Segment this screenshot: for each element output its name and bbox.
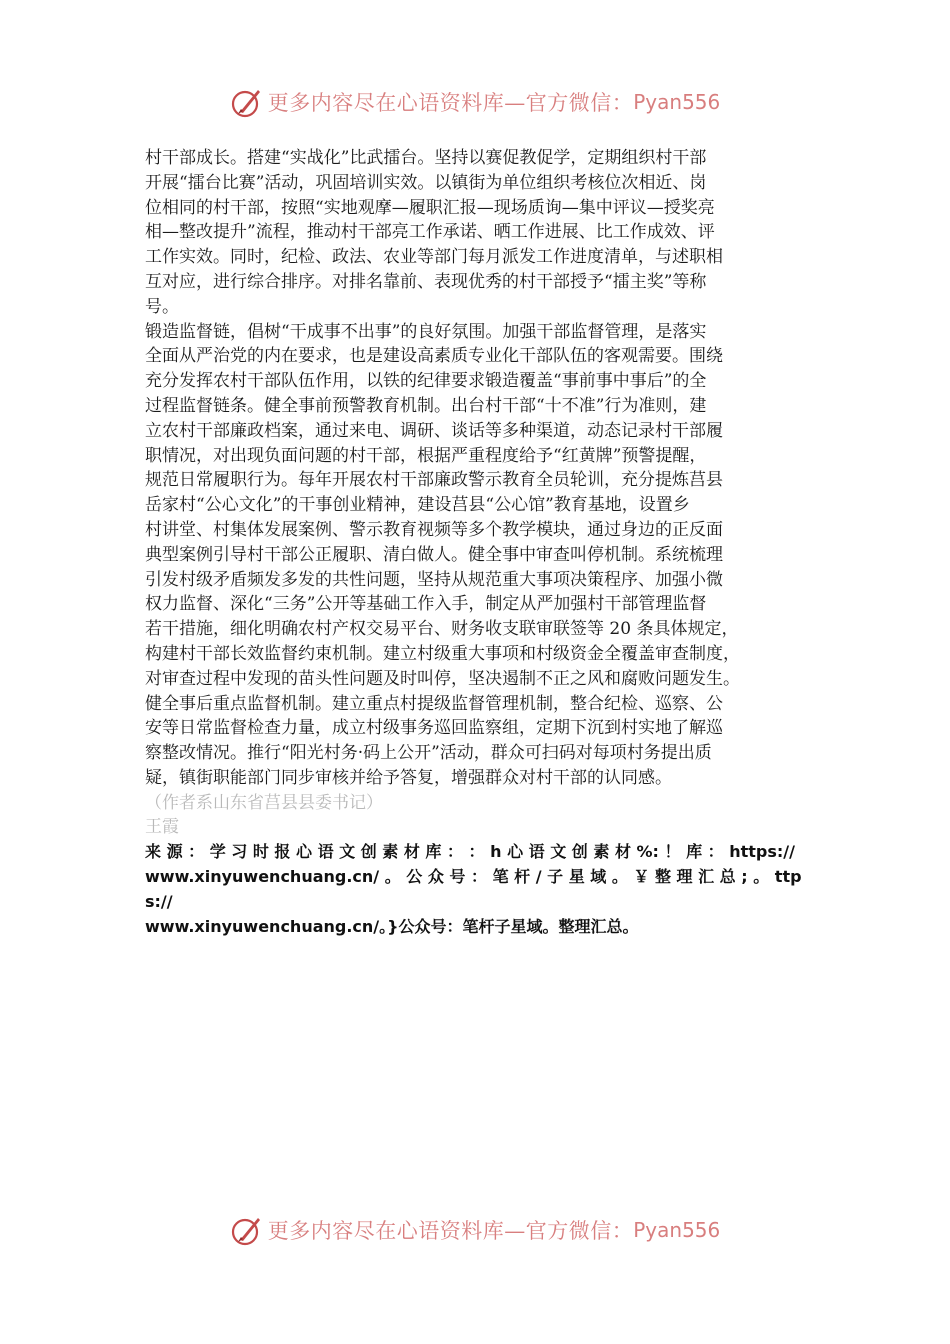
article-body [145,146,817,939]
footer-watermark-banner [0,1210,950,1250]
article-paragraph: 锻造监督链，倡树“干成事不出事”的良好氛围。加强干部监督管理，是落实 全面从严治党的内在要求，也是建设高素质专业化干部队伍的客观需要。围绕 充分发挥农村干部队伍作用，以铁的纪律要求锻造覆盖“事前事中事后”的全 过程监督链条。健全事前预警教育机制。出台村干部“十不准”行为准则，建 立农村干部廉政档案，通过来电、调研、谈话等多种渠道，动态记录村干部履 职情况，对出现负面问题的村干部，根据严重程度给予“红黄牌”预警提醒， 规范日常履职行为。每年开展农村干部廉政警示教育全员轮训，充分提炼莒县 岳家村“公心文化”的干事创业精神，建设莒县“公心馆”教育基地，设置乡 村讲堂、村集体发展案例、警示教育视频等多个教学模块，通过身边的正反面 典型案例引导村干部公正履职、清白做人。健全事中审查叫停机制。系统梳理 引发村级矛盾频发多发的共性问题，坚持从规范重大事项决策程序、加强小微 权力监督、深化“三务”公开等基础工作入手，制定从严加强村干部管理监督 若干措施，细化明确农村产权交易平台、财务收支联审联签等 20 条具体规定， 构建村干部长效监督约束机制。建立村级重大事项和村级资金全覆盖审查制度， 对审查过程中发现的苗头性问题及时叫停，坚决遏制不正之风和腐败问题发生。 健全事后重点监督机制。建立重点村提级监督管理机制，整合纪检、巡察、公 安等日常监督检查力量，成立村级事务巡回监察组，定期下沉到村实地了解巡 察整改情况。推行“阳光村务·码上公开”活动，群众可扫码对每项村务提出质 疑，镇街职能部门同步审核并给予答复，增强群众对村干部的认同感。 [145,321,740,788]
banner-wechat-id: Pyan556 [633,90,721,114]
banner-text: 更多内容尽在心语资料库—官方微信： [267,1219,634,1243]
author-note: （作者系山东省莒县县委书记） [145,792,383,813]
quill-logo-icon [230,1213,264,1247]
banner-text: 更多内容尽在心语资料库—官方微信： [267,91,634,115]
header-watermark-banner [0,82,950,122]
quill-logo-icon [230,85,264,119]
editor-name: 王霞 [145,816,179,837]
banner-wechat-id: Pyan556 [633,1218,721,1242]
article-paragraph: 村干部成长。搭建“实战化”比武擂台。坚持以赛促教促学，定期组织村干部 开展“擂台比赛”活动，巩固培训实效。以镇街为单位组织考核位次相近、岗 位相同的村干部，按照“实地观摩—履职汇报—现场质询—集中评议—授奖亮 相—整改提升”流程，推动村干部亮工作承诺、晒工作进展、比工作成效、评 工作实效。同时，纪检、政法、农业等部门每月派发工作进度清单，与述职相 互对应，进行综合排序。对排名靠前、表现优秀的村干部授予“擂主奖”等称 号。 [145,148,723,317]
source-line: 来 源 ： 学 习 时 报 心 语 文 创 素 材 库 ： ： h 心 语 文 创 素 材 %: ！ 库 ： https:// www.xinyuwenchuang.cn/ 。 公 众 号 ： 笔 杆 / 子 星 域 。 ￥ 整 理 汇 总 ; 。 ttps:// www.xinyuwenchuang.cn/。}公众号：笔杆子星域。整理汇总。 [145,841,802,936]
